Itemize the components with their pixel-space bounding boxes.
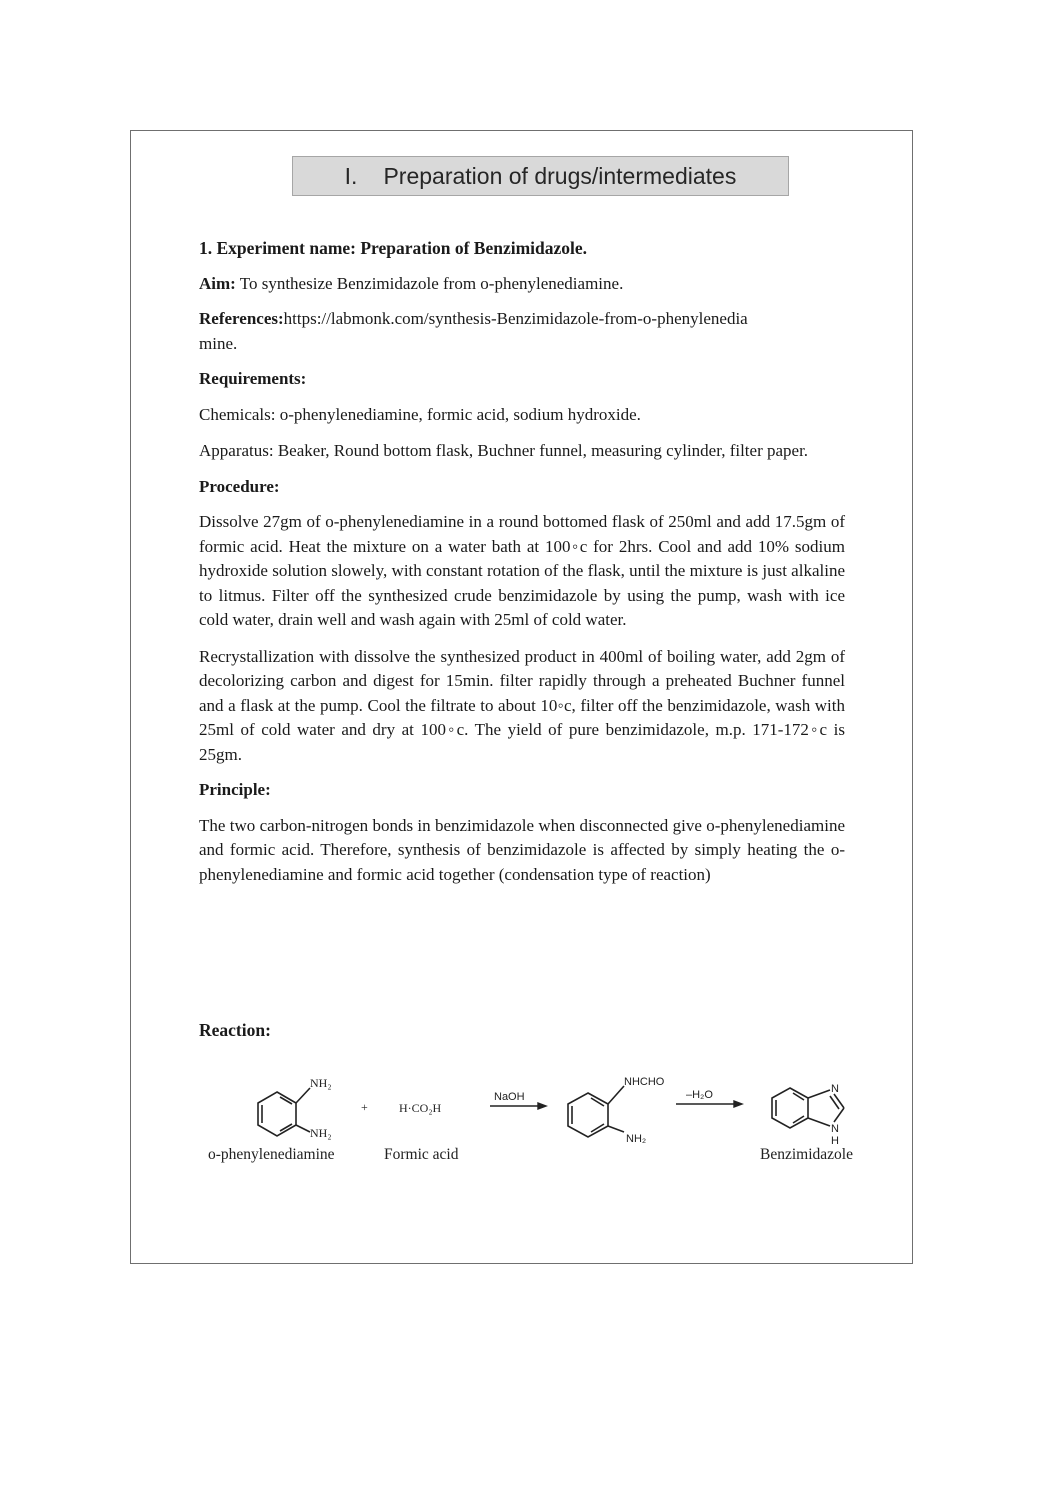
- reactant2-caption: Formic acid: [384, 1146, 459, 1163]
- reaction-arrow-1: [490, 1103, 546, 1109]
- procedure-paragraph-2: Recrystallization with dissolve the synthesized product in 400ml of boiling water, add 2gm of decolorizing carbon and digest for 15min. filter rapidly through a preheated Buchner funnel and a flask at the pump. Cool the filtrate to about 10◦c, filter off the benzimidazole, wash with 25ml of cold water and dry at 100◦c. The yield of pure benzimidazole, m.p. 171-172◦c is 25gm.: [199, 646, 845, 764]
- nh2-top-label: NH₂: [310, 1076, 332, 1090]
- o-phenylenediamine-structure: [258, 1088, 310, 1136]
- elimination-label: –H₂O: [686, 1089, 713, 1101]
- section-title: Preparation of drugs/intermediates: [383, 162, 737, 189]
- aim-label: Aim:: [199, 273, 236, 293]
- experiment-content: [199, 236, 845, 887]
- formic-acid-formula: H·CO₂H: [399, 1101, 442, 1115]
- section-number: I.: [344, 162, 358, 189]
- principle-text: The two carbon-nitrogen bonds in benzimidazole when disconnected give o-phenylenediamine and formic acid. Therefore, synthesis of benzimidazole is affected by simply heating the o-phenylenediamine and formic acid together (condensation type of reaction): [199, 815, 845, 884]
- aim-line: [199, 272, 845, 297]
- aim-text: To synthesize Benzimidazole from o-phenylenediamine.: [235, 273, 624, 293]
- section-banner: [292, 156, 789, 196]
- reactant1-caption: o-phenylenediamine: [208, 1146, 335, 1163]
- chemicals-text: Chemicals: o-phenylenediamine, formic acid, sodium hydroxide.: [199, 404, 641, 424]
- requirements-heading: Requirements:: [199, 369, 307, 388]
- apparatus-text: Apparatus: Beaker, Round bottom flask, Buchner funnel, measuring cylinder, filter paper.: [199, 441, 809, 460]
- experiment-title: 1. Experiment name: Preparation of Benzimidazole.: [199, 238, 588, 258]
- benzimidazole-nh-n-label: N: [831, 1123, 839, 1135]
- product-caption: Benzimidazole: [760, 1146, 853, 1163]
- nh2-bottom-label: NH₂: [310, 1126, 332, 1140]
- principle-heading: Principle:: [199, 780, 271, 799]
- procedure-paragraph-1: Dissolve 27gm of o-phenylenediamine in a round bottomed flask of 250ml and add 17.5gm of formic acid. Heat the mixture on a water bath at 100◦c for 2hrs. Cool and add 10% sodium hydroxide solution slowely, with constant rotation of the flask, until the mixture is just alkaline to litmus. Filter off the synthesized crude benzimidazole by using the pump, wash with ice cold water, drain well and wash again with 25ml of cold water.: [199, 512, 845, 629]
- reaction-heading: Reaction:: [199, 1020, 271, 1040]
- references-label: References:: [199, 309, 284, 328]
- reaction-scheme: [200, 1066, 880, 1176]
- reagent-label: NaOH: [494, 1091, 525, 1103]
- references-line: [199, 307, 759, 356]
- reaction-arrow-2: [676, 1101, 742, 1107]
- plus-sign: +: [361, 1100, 368, 1114]
- nhcho-label: NHCHO: [624, 1076, 665, 1088]
- references-text: https://labmonk.com/synthesis-Benzimidazole-from-o-phenylenediamine.: [199, 309, 748, 353]
- intermediate-nh2-label: NH₂: [626, 1133, 647, 1145]
- intermediate-structure: [568, 1086, 624, 1137]
- benzimidazole-n-label: N: [831, 1083, 839, 1095]
- benzimidazole-nh-h-label: H: [831, 1135, 839, 1147]
- procedure-heading: Procedure:: [199, 476, 280, 496]
